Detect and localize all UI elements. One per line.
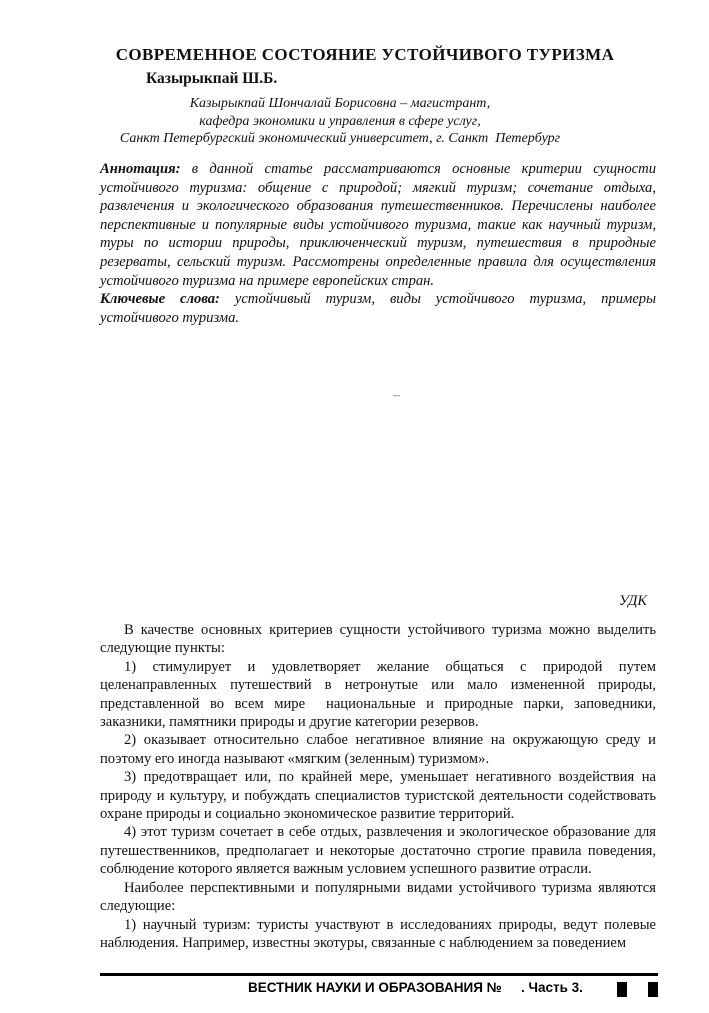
affiliation-line: кафедра экономики и управления в сфере услуг, bbox=[199, 113, 481, 129]
keywords-text: устойчивый туризм, виды устойчивого туризма, примеры устойчивого туризма. bbox=[100, 291, 656, 326]
paper-title: СОВРЕМЕННОЕ СОСТОЯНИЕ УСТОЙЧИВОГО ТУРИЗМА bbox=[115, 45, 615, 64]
body-paragraph: 2) оказывает относительно слабое негативное влияние на окружающую среду и поэтому его иногда называют «мягким (зеленным) туризмом». bbox=[100, 732, 656, 767]
separator-dash: – bbox=[393, 388, 400, 403]
body-paragraph: 3) предотвращает или, по крайней мере, уменьшает негативного воздействия на природу и культуру, и побуждать специалистов туристской деятельности содействовать охране природы и социально экономическое развитие территорий. bbox=[100, 769, 656, 823]
udk-label: УДК bbox=[618, 593, 647, 609]
affiliation-line: Казырыкпай Шончалай Борисовна – магистрант, bbox=[189, 96, 491, 111]
body-paragraph: 1) стимулирует и удовлетворяет желание общаться с природой путем целенаправленных путешествий в нетронутые или мало измененной природы, представленной во всем мире национальные и природные парки, заповедники, заказники, памятники природы и другие категории резервов. bbox=[100, 658, 656, 731]
body-paragraph: В качестве основных критериев сущности устойчивого туризма можно выделить следующие пункты: bbox=[100, 622, 656, 657]
footer-part-label: . Часть 3. bbox=[521, 980, 583, 995]
affiliation-line: Санкт Петербургский экономический университет, г. Санкт Петербург bbox=[119, 131, 561, 147]
body-paragraph: Наиболее перспективными и популярными видами устойчивого туризма являются следующие: bbox=[100, 879, 656, 915]
body-paragraph: 1) научный туризм: туристы участвуют в исследованиях природы, ведут полевые наблюдения. Например, известны экотуры, связанные с наблюдением за поведением bbox=[100, 916, 656, 951]
footer bbox=[0, 979, 709, 1003]
abstract-label: Аннотация: bbox=[100, 161, 181, 177]
body-text-section bbox=[100, 621, 656, 952]
abstract-paragraph bbox=[100, 160, 656, 290]
keywords-paragraph bbox=[100, 290, 656, 327]
abstract-text: в данной статье рассматриваются основные критерии сущности устойчивого туризма: общение с природой; мягкий туризм; сочетание отдыха, развлечения и экологического образования путешественников. Перечислены наиболее перспективные и популярные виды устойчивого туризма, такие как научный туризм, туры по истории природы, приключенческий туризм, путешествия в природные резерваты, сельский туризм. Рассмотрены определенные правила для осуществления устойчивого туризма на примере европейских стран. bbox=[100, 161, 656, 289]
redacted-page-number-block bbox=[617, 982, 627, 997]
affiliation-block bbox=[40, 95, 640, 148]
body-paragraph: 4) этот туризм сочетает в себе отдых, развлечения и экологическое образование для путешественников, предполагает и некоторые достаточно строгие правила поведения, соблюдение которого является важным условием успешного развитие отрасли. bbox=[100, 824, 656, 878]
keywords-label: Ключевые слова: bbox=[100, 291, 220, 308]
redacted-page-number-block bbox=[648, 982, 658, 997]
abstract-keywords-section bbox=[100, 160, 656, 327]
footer-journal-label: ВЕСТНИК НАУКИ И ОБРАЗОВАНИЯ № bbox=[248, 980, 502, 995]
footer-rule bbox=[100, 973, 658, 976]
author-name: Казырыкпай Ш.Б. bbox=[146, 70, 278, 87]
